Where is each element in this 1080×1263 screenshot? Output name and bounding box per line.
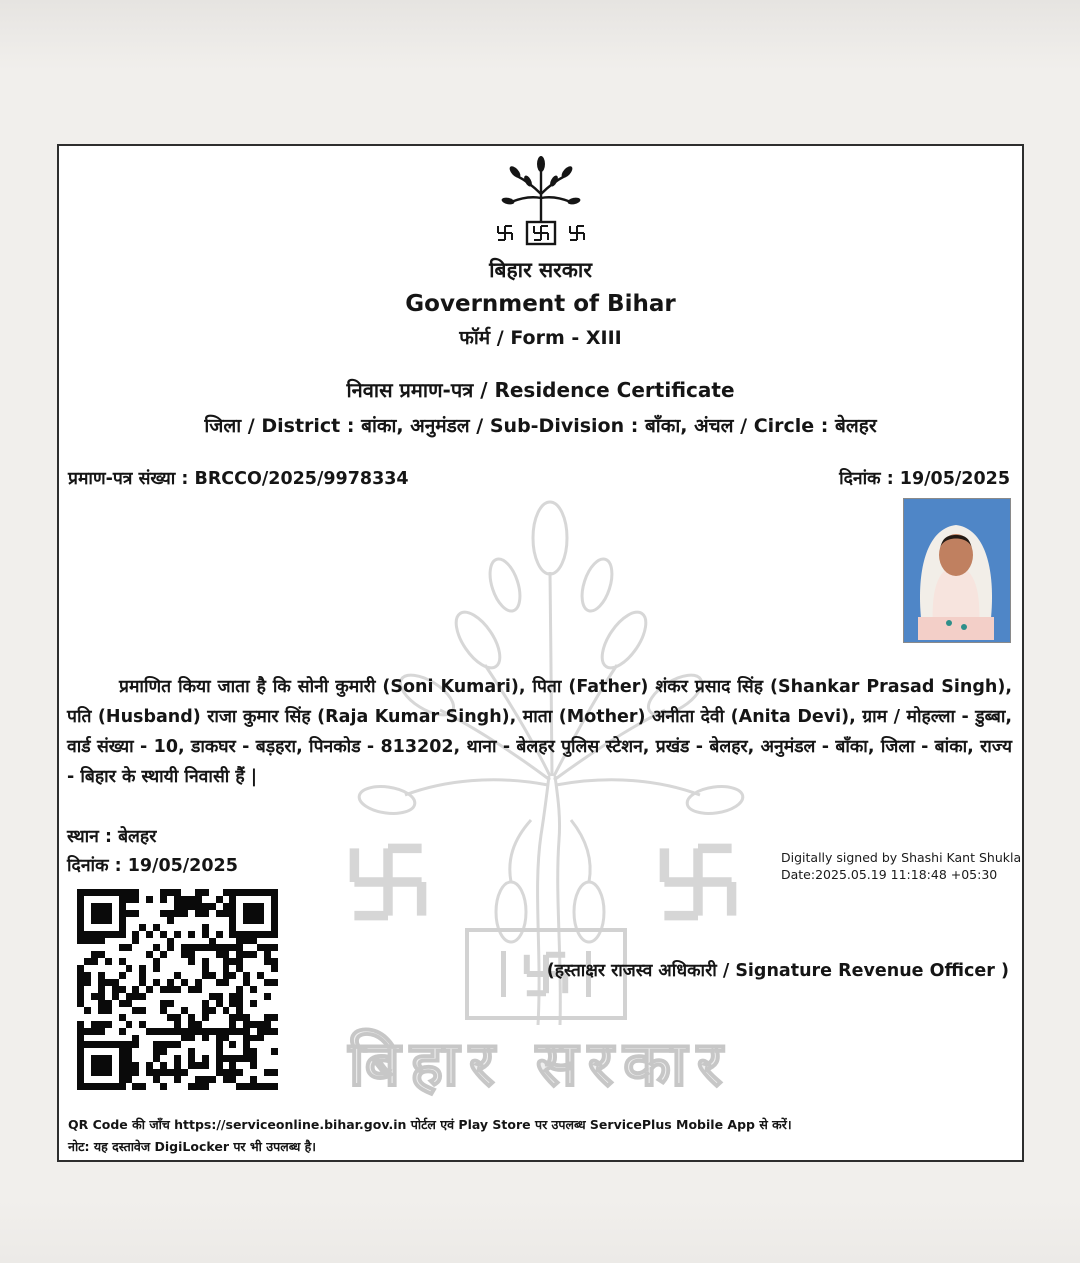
certificate-title: निवास प्रमाण-पत्र / Residence Certificate [346,378,735,402]
digilocker-note: नोट: यह दस्तावेज DigiLocker पर भी उपलब्ध है। [68,1139,317,1154]
date-line: दिनांक : 19/05/2025 [67,856,238,876]
district-subdivision-circle-line: जिला / District : बांका, अनुमंडल / Sub-Division : बाँका, अंचल / Circle : बेलहर [204,415,877,437]
signature-revenue-officer-line: (हस्ताक्षर राजस्व अधिकारी / Signature Revenue Officer ) [546,961,1009,981]
form-number-line: फॉर्म / Form - XIII [459,327,622,349]
watermark-swastika-right-icon [656,840,740,928]
qr-code [70,882,285,1097]
digital-signature-line1: Digitally signed by Shashi Kant Shukla [781,850,1022,865]
watermark-swastika-left-icon [346,840,430,928]
certificate-body-text: प्रमाणित किया जाता है कि सोनी कुमारी (Soni Kumari), पिता (Father) शंकर प्रसाद सिंह (Shankar Prasad Singh), पति (Husband) राजा कुमार सिंह (Raja Kumar Singh), माता (Mother) अनीता देवी (Anita Devi), ग्राम / मोहल्ला - डुब्बा, वार्ड संख्या - 10, डाकघर - बड़हरा, पिनकोड - 813202, थाना - बेलहर पुलिस स्टेशन, प्रखंड - बेलहर, अनुमंडल - बाँका, जिला - बांका, राज्य - बिहार के स्थायी निवासी हैं | [67,677,1012,787]
certificate-sheet [57,144,1024,1162]
government-name-english: Government of Bihar [405,291,676,317]
emblem-base-bar-left [501,951,506,997]
digital-signature-line2: Date:2025.05.19 11:18:48 +05:30 [781,867,998,882]
certificate-header [59,146,1022,438]
place-line: स्थान : बेलहर [67,827,157,847]
government-name-hindi: बिहार सरकार [489,258,592,282]
digital-signature-block [781,849,1021,883]
certificate-number: प्रमाण-पत्र संख्या : BRCCO/2025/9978334 [68,469,409,489]
applicant-photo [903,498,1011,643]
certificate-issue-date: दिनांक : 19/05/2025 [839,469,1010,489]
bihar-emblem-icon [495,154,587,254]
qr-verification-note: QR Code की जाँच https://serviceonline.bihar.gov.in पोर्टल एवं Play Store पर उपलब्ध ServicePlus Mobile App से करें। [68,1117,792,1132]
watermark-text: बिहार सरकार [348,1027,733,1100]
